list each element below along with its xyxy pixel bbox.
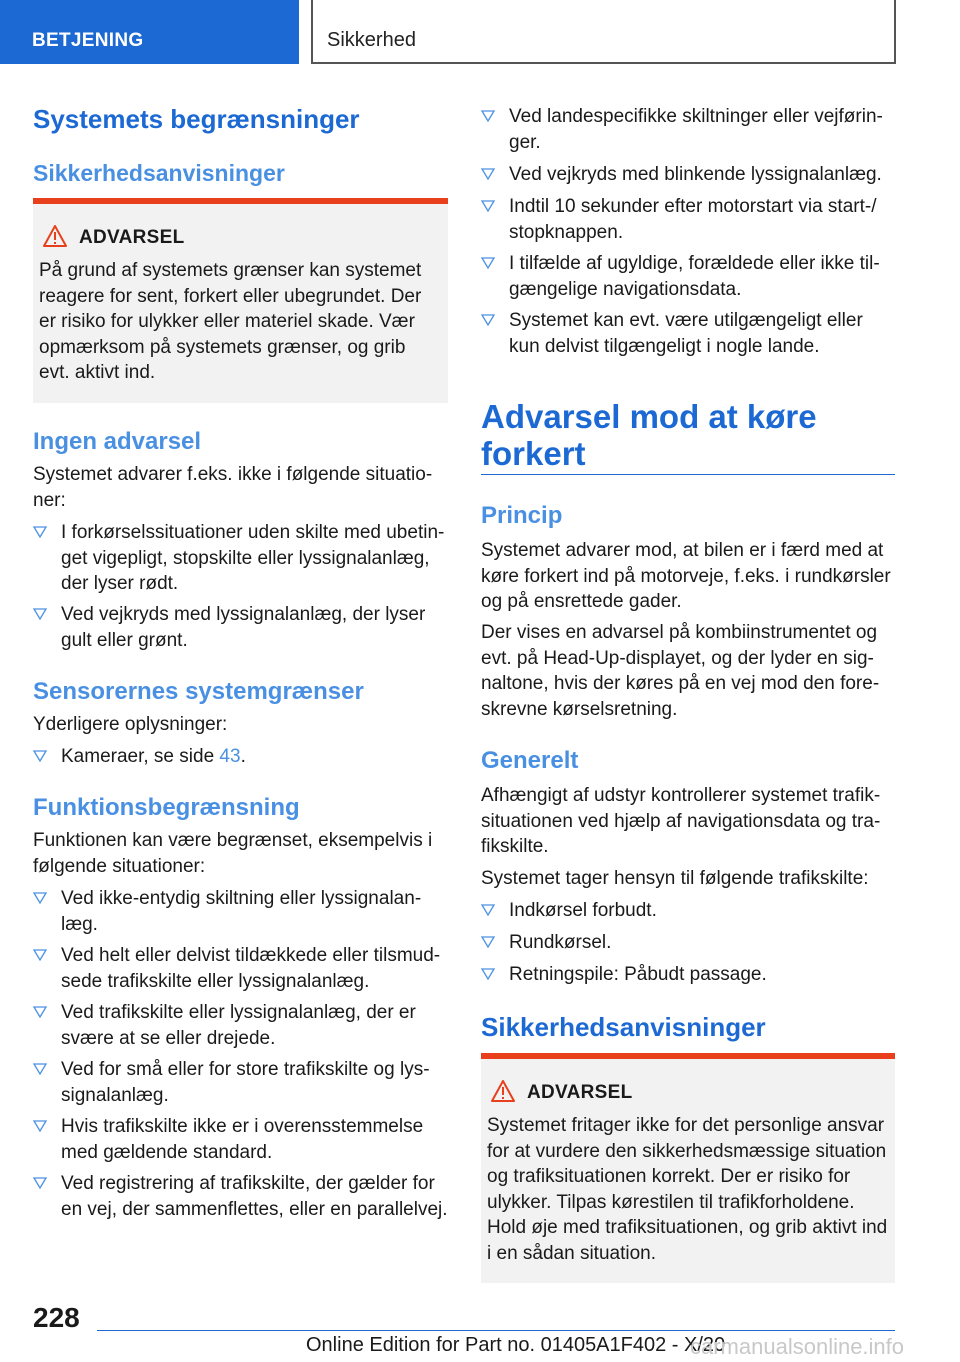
- principle-heading: Princip: [481, 502, 563, 529]
- list-item: I forkørselssituationer uden skilte med ubetinget vigepligt, stopskilte eller lyssignalanlæg, der lyser rødt.: [33, 520, 448, 597]
- list-item: Retningspile: Påbudt passage.: [481, 962, 895, 988]
- list-item: Ved helt eller delvist tildækkede eller tilsmudsede trafikskilte eller lyssignalanlæg.: [33, 943, 448, 994]
- page-link[interactable]: 43: [219, 746, 241, 767]
- edition-text: Online Edition for Part no. 01405A1F402 - X/20: [306, 1334, 726, 1356]
- triangle-bullet-icon: [481, 935, 495, 949]
- warning-text: På grund af systemets grænser kan systemet reagere for sent, forkert eller ubegrundet. Der er risiko for ulykker eller materiel skade. Vær opmærksom på systemets grænser, og grib evt. aktivt ind.: [39, 260, 422, 383]
- warning-box-left: [33, 198, 448, 403]
- list-item: Hvis trafikskilte ikke er i overensstemmelse med gældende standard.: [33, 1114, 448, 1165]
- no-warning-intro: Systemet advarer f.eks. ikke i følgende situationer:: [33, 464, 433, 511]
- list-item: Ved vejkryds med blinkende lyssignalanlæg.: [481, 162, 895, 188]
- triangle-bullet-icon: [481, 199, 495, 213]
- triangle-bullet-icon: [481, 167, 495, 181]
- triangle-bullet-icon: [33, 749, 47, 763]
- warning-box-right: [481, 1053, 895, 1283]
- triangle-bullet-icon: [481, 313, 495, 327]
- triangle-bullet-icon: [33, 1119, 47, 1133]
- triangle-bullet-icon: [481, 256, 495, 270]
- function-limits-heading: Funktionsbegrænsning: [33, 794, 300, 821]
- triangle-bullet-icon: [33, 525, 47, 539]
- list-item: Ved vejkryds med lyssignalanlæg, der lyser gult eller grønt.: [33, 602, 448, 653]
- triangle-bullet-icon: [33, 607, 47, 621]
- chapter-label: Sikkerhed: [327, 29, 416, 51]
- list-item: Ved ikke-entydig skiltning eller lyssignalanlæg.: [33, 886, 448, 937]
- triangle-bullet-icon: [33, 1062, 47, 1076]
- general-p2: Systemet tager hensyn til følgende trafikskilte:: [481, 868, 869, 889]
- list-item: Ved landespecifikke skiltninger eller vejføringer.: [481, 104, 895, 155]
- no-warning-heading: Ingen advarsel: [33, 428, 202, 455]
- list-item: Kameraer, se side 43.: [33, 744, 448, 770]
- list-item: Ved for små eller for store trafikskilte og lyssignalanlæg.: [33, 1057, 448, 1108]
- list-item: Indtil 10 sekunder efter motorstart via start-/ stopknappen.: [481, 194, 895, 245]
- footer-divider: [97, 1330, 895, 1331]
- sensor-limits-intro: Yderligere oplysninger:: [33, 714, 228, 735]
- principle-p1: Systemet advarer mod, at bilen er i færd med at køre forkert ind på motorveje, f.eks. i rundkørsler og på ensrettede gader.: [481, 540, 891, 612]
- general-p1: Afhængigt af udstyr kontrollerer systemet trafiksituationen ved hjælp af navigationsdata og trafikskilte.: [481, 785, 881, 857]
- triangle-bullet-icon: [33, 891, 47, 905]
- safety-heading-left: Sikkerhedsanvisninger: [33, 160, 285, 186]
- title-divider: [481, 474, 895, 475]
- triangle-bullet-icon: [481, 109, 495, 123]
- triangle-bullet-icon: [481, 967, 495, 981]
- principle-p2: Der vises en advarsel på kombiinstrumentet og evt. på Head-Up-displayet, og der lyder en signaltone, hvis der køres på en vej mod den foreskrevne kørselsretning.: [481, 622, 880, 720]
- safety-heading-right: Sikkerhedsanvisninger: [481, 1012, 766, 1042]
- chapter-tab: [311, 0, 896, 64]
- section-tab: [0, 0, 299, 64]
- triangle-bullet-icon: [33, 948, 47, 962]
- warning-text: Systemet fritager ikke for det personlige ansvar for at vurdere den sikkerhedsmæssige situation og trafiksituationen korrekt. Der er risiko for ulykker. Tilpas kørestilen til trafikforholdene. Hold øje med trafiksituationen, og grib aktivt ind i en sådan situation.: [487, 1115, 888, 1264]
- general-heading: Generelt: [481, 747, 579, 774]
- page-number: 228: [33, 1302, 80, 1333]
- list-item: I tilfælde af ugyldige, forældede eller ikke tilgængelige navigationsdata.: [481, 251, 895, 302]
- list-item: Rundkørsel.: [481, 930, 895, 956]
- list-item: Systemet kan evt. være utilgængeligt eller kun delvist tilgængeligt i nogle lande.: [481, 308, 895, 359]
- watermark: carmanualsonline.info: [690, 1334, 905, 1359]
- warning-label: ADVARSEL: [79, 227, 185, 248]
- triangle-bullet-icon: [481, 903, 495, 917]
- function-limits-intro: Funktionen kan være begrænset, eksempelvis i følgende situationer:: [33, 830, 433, 877]
- list-item: Ved registrering af trafikskilte, der gælder for en vej, der sammenflettes, eller en parallelvej.: [33, 1171, 448, 1222]
- page-title: Systemets begrænsninger: [33, 104, 360, 134]
- list-item: Ved trafikskilte eller lyssignalanlæg, der er svære at se eller drejede.: [33, 1000, 448, 1051]
- warning-triangle-icon: [491, 1080, 515, 1102]
- section-label: BETJENING: [32, 30, 144, 51]
- list-item: Indkørsel forbudt.: [481, 898, 895, 924]
- warning-label: ADVARSEL: [527, 1082, 633, 1103]
- section-title: Advarsel mod at køre forkert: [481, 398, 817, 472]
- warning-triangle-icon: [43, 225, 67, 247]
- sensor-limits-heading: Sensorernes systemgrænser: [33, 678, 364, 705]
- triangle-bullet-icon: [33, 1005, 47, 1019]
- triangle-bullet-icon: [33, 1176, 47, 1190]
